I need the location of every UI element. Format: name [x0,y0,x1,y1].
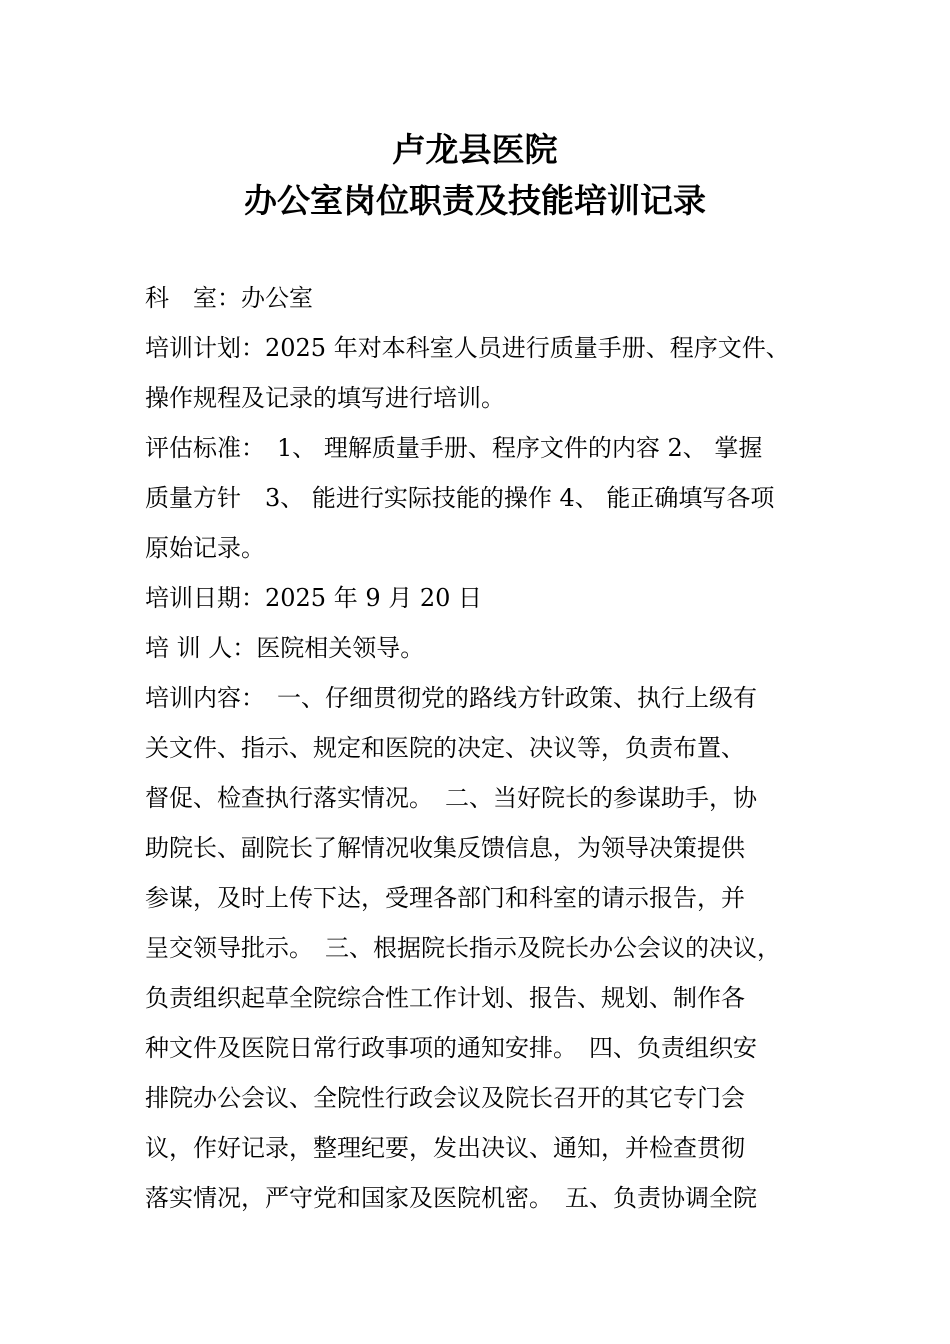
hospital-title: 卢龙县医院 [392,130,558,169]
training-content-line: 议，作好记录，整理纪要，发出决议、通知，并检查贯彻 [145,1134,745,1162]
training-content-line: 落实情况，严守党和国家及医院机密。 五、负责协调全院 [145,1184,757,1212]
evaluation-standard-line: 质量方针 3、 能进行实际技能的操作 4、 能正确填写各项 [145,484,775,512]
training-content-line: 助院长、副院长了解情况收集反馈信息，为领导决策提供 [145,834,745,862]
record-title: 办公室岗位职责及技能培训记录 [244,181,706,220]
training-content-line: 参谋，及时上传下达，受理各部门和科室的请示报告，并 [145,884,745,912]
training-content-line: 排院办公会议、全院性行政会议及院长召开的其它专门会 [145,1084,745,1112]
training-content-line: 呈交领导批示。 三、根据院长指示及院长办公会议的决议， [145,934,781,962]
evaluation-standard-line: 原始记录。 [145,534,265,562]
trainer-line: 培 训 人：医院相关领导。 [145,634,425,662]
training-content-line: 关文件、指示、规定和医院的决定、决议等，负责布置、 [145,734,745,762]
evaluation-standard-line: 评估标准： 1、 理解质量手册、程序文件的内容 2、 掌握 [145,434,763,462]
training-content-line: 督促、检查执行落实情况。 二、当好院长的参谋助手，协 [145,784,757,812]
training-plan-line: 操作规程及记录的填写进行培训。 [145,384,505,412]
training-date-line: 培训日期：2025 年 9 月 20 日 [145,584,483,612]
training-content-line: 种文件及医院日常行政事项的通知安排。 四、负责组织安 [145,1034,757,1062]
training-content-line: 负责组织起草全院综合性工作计划、报告、规划、制作各 [145,984,745,1012]
training-plan-line: 培训计划：2025 年对本科室人员进行质量手册、程序文件、 [145,334,790,362]
department-line: 科 室：办公室 [145,284,313,312]
training-content-line: 培训内容： 一、仔细贯彻党的路线方针政策、执行上级有 [145,684,757,712]
